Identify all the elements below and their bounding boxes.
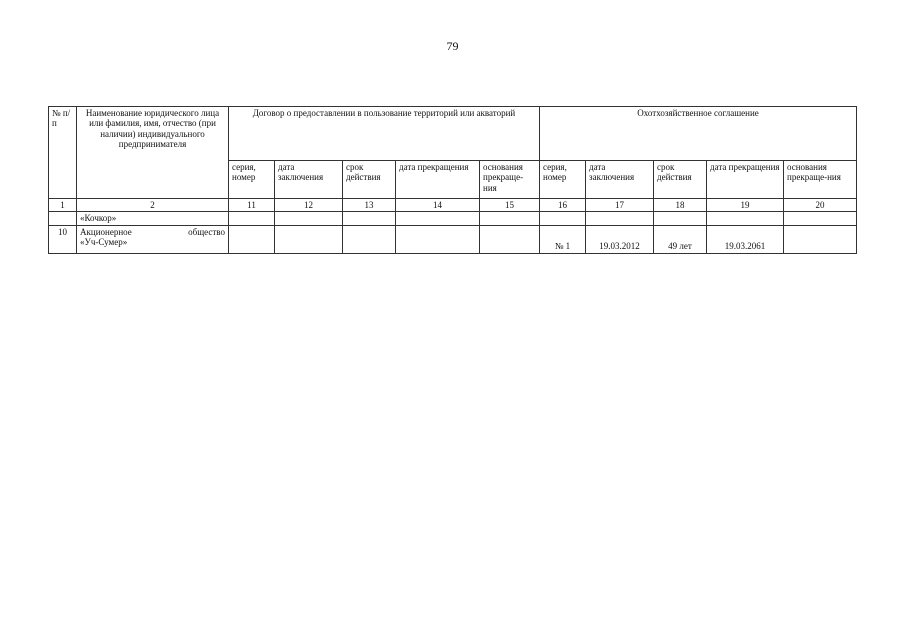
row-no: 10 [49,225,77,253]
cell-c15 [480,212,540,225]
cell-series: № 1 [540,225,586,253]
row-name [77,225,229,253]
cell-c19 [707,212,784,225]
cell-c14 [396,212,480,225]
cell-c13 [343,212,396,225]
header-name: Наименование юридического лица или фамилия, имя, отчество (при наличии) индивидуального предпринимателя [77,107,229,199]
column-number: 18 [654,199,707,212]
cell-date-terminated: 19.03.2061 [707,225,784,253]
cell-termination-grounds [784,225,857,253]
cell-c18 [654,212,707,225]
cell-c14 [396,225,480,253]
cell-c12 [275,225,343,253]
header-group-agreement: Охотхозяйственное соглашение [540,107,857,161]
row-name-line: Акционерное общество [80,226,225,237]
register-table [48,106,857,254]
row-name-line: «Кочкор» [80,213,117,224]
column-number-row [49,199,857,212]
cell-c11 [229,212,275,225]
table-row [49,212,857,225]
cell-c20 [784,212,857,225]
cell-c17 [586,212,654,225]
header-no: № п/п [49,107,77,199]
column-number: 1 [49,199,77,212]
column-number: 17 [586,199,654,212]
column-number: 19 [707,199,784,212]
header-termination-grounds: основания прекраще-ния [784,161,857,199]
cell-date-concluded: 19.03.2012 [586,225,654,253]
column-number: 15 [480,199,540,212]
cell-c13 [343,225,396,253]
table-row [49,225,857,253]
header-term: срок действия [343,161,396,199]
column-number: 14 [396,199,480,212]
header-series: серия, номер [229,161,275,199]
header-termination-grounds: основания прекраще-ния [480,161,540,199]
row-no [49,212,77,225]
cell-c11 [229,225,275,253]
header-group-contract: Договор о предоставлении в пользование территорий или акваторий [229,107,540,161]
page-number: 79 [446,39,459,53]
header-series: серия, номер [540,161,586,199]
header-row-1 [49,107,857,161]
row-name [77,212,229,225]
cell-c12 [275,212,343,225]
header-term: срок действия [654,161,707,199]
column-number: 11 [229,199,275,212]
cell-c16 [540,212,586,225]
column-number: 13 [343,199,396,212]
column-number: 16 [540,199,586,212]
row-name-line: «Уч-Сумер» [80,237,128,248]
header-date-terminated: дата прекращения [707,161,784,199]
cell-c15 [480,225,540,253]
header-date-terminated: дата прекращения [396,161,480,199]
cell-term: 49 лет [654,225,707,253]
column-number: 12 [275,199,343,212]
column-number: 20 [784,199,857,212]
header-date-concluded: дата заключения [275,161,343,199]
column-number: 2 [77,199,229,212]
header-date-concluded: дата заключения [586,161,654,199]
